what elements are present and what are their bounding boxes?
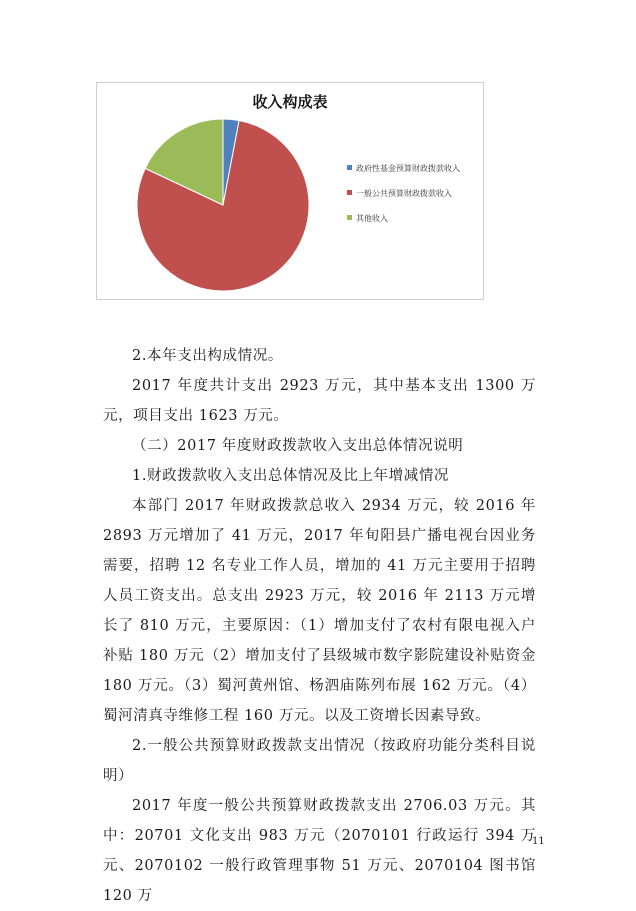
pie-chart — [96, 82, 484, 300]
paragraph-3: （二）2017 年度财政拨款收入支出总体情况说明 — [132, 438, 464, 454]
chart-title: 收入构成表 — [252, 93, 328, 111]
legend-item-2 — [347, 213, 479, 224]
page-number: 11 — [532, 836, 545, 847]
chart-legend — [347, 163, 479, 238]
legend-item-1 — [347, 188, 479, 199]
legend-item-0 — [347, 163, 479, 174]
body-text — [103, 341, 536, 911]
legend-label-1: 一般公共预算财政拨款收入 — [356, 189, 452, 198]
paragraph-2: 2017 年度共计支出 2923 万元，其中基本支出 1300 万元，项目支出 1623 万元。 — [103, 378, 536, 424]
paragraph-4: 1.财政拨款收入支出总体情况及比上年增减情况 — [132, 468, 450, 484]
paragraph-5: 本部门 2017 年财政拨款总收入 2934 万元，较 2016 年 2893 万元增加了 41 万元，2017 年旬阳县广播电视台因业务需要，招聘 12 名专业工作人员，增加的 41 万元主要用于招聘人员工资支出。总支出 2923 万元，较 2016 年 2113 万元增长了 810 万元，主要原因：（1）增加支付了农村有限电视入户补贴 180 万元（2）增加支付了县级城市数字影院建设补贴资金 180 万元。（3）蜀河黄州馆、杨泗庙陈列布展 162 万元。（4）蜀河清真寺维修工程 160 万元。以及工资增长因素导致。 — [103, 498, 536, 724]
legend-label-0: 政府性基金预算财政拨款收入 — [356, 164, 460, 173]
paragraph-6: 2.一般公共预算财政拨款支出情况（按政府功能分类科目说明） — [103, 738, 536, 784]
pie-svg — [133, 115, 313, 295]
legend-swatch-0 — [347, 165, 352, 170]
legend-swatch-2 — [347, 215, 352, 220]
legend-swatch-1 — [347, 190, 352, 195]
legend-label-2: 其他收入 — [356, 214, 388, 223]
paragraph-7: 2017 年度一般公共预算财政拨款支出 2706.03 万元。其中：20701 文化支出 983 万元（2070101 行政运行 394 万元、2070102 一般行政管理事物 51 万元、2070104 图书馆 120 万 — [103, 798, 536, 904]
paragraph-1: 2.本年支出构成情况。 — [132, 348, 283, 364]
